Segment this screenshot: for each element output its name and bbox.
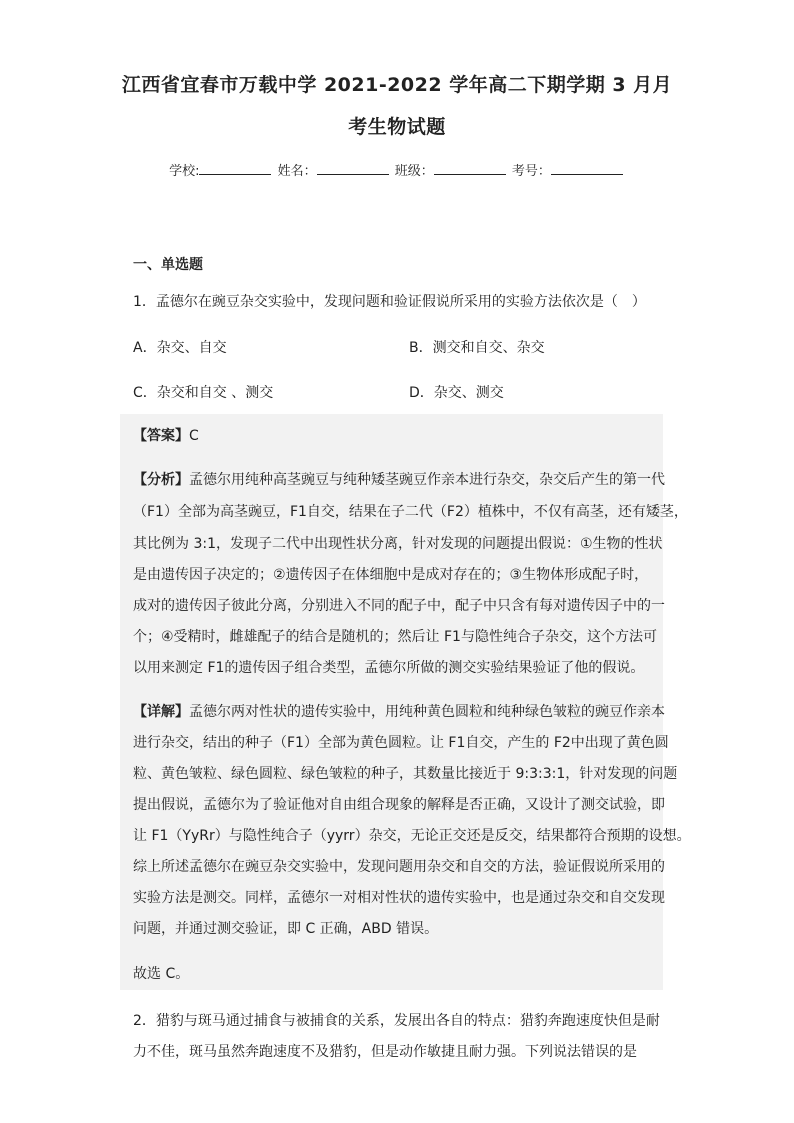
- exam-no-blank[interactable]: [551, 162, 623, 175]
- student-info-row: [0, 160, 794, 179]
- analysis-line: 是由遗传因子决定的；②遗传因子在体细胞中是成对存在的；③生物体形成配子时，: [133, 567, 649, 583]
- q1-option-c: C．杂交和自交 、测交: [133, 385, 274, 401]
- class-blank[interactable]: [434, 162, 506, 175]
- exam-no-label: 考号：: [511, 164, 551, 179]
- analysis-line: 以用来测定 F1的遗传因子组合类型，孟德尔所做的测交实验结果验证了他的假说。: [133, 660, 645, 676]
- q1-option-d: D．杂交、测交: [409, 385, 504, 401]
- exam-title-line1: 江西省宜春市万载中学 2021-2022 学年高二下期学期 3 月月: [121, 74, 673, 96]
- detail-line: 进行杂交，结出的种子（F1）全部为黄色圆粒。让 F1自交，产生的 F2中出现了黄色圆: [133, 735, 669, 751]
- detail-line: 提出假说，孟德尔为了验证他对自由组合现象的解释是否正确，又设计了测交试验，即: [133, 797, 665, 813]
- detail-line: 让 F1（YyRr）与隐性纯合子（yyrr）杂交，无论正交还是反交，结果都符合预期的设想。: [133, 828, 691, 844]
- school-blank[interactable]: [199, 162, 271, 175]
- conclusion-line: 故选 C。: [133, 966, 190, 982]
- name-label: 姓名：: [277, 164, 317, 179]
- analysis-line: 【分析】孟德尔用纯种高茎豌豆与纯种矮茎豌豆作亲本进行杂交，杂交后产生的第一代: [133, 472, 665, 488]
- q1-stem: 1．孟德尔在豌豆杂交实验中，发现问题和验证假说所采用的实验方法依次是（ ）: [133, 294, 646, 310]
- name-blank[interactable]: [317, 162, 389, 175]
- detail-tag: 【详解】: [133, 704, 189, 720]
- class-label: 班级：: [394, 164, 434, 179]
- analysis-line: （F1）全部为高茎豌豆，F1自交，结果在子二代（F2）植株中，不仅有高茎，还有矮茎，: [133, 504, 688, 520]
- detail-line: 问题，并通过测交验证，即 C 正确，ABD 错误。: [133, 921, 439, 937]
- exam-title-line2: 考生物试题: [348, 116, 446, 138]
- analysis-line: 成对的遗传因子彼此分离，分别进入不同的配子中，配子中只含有每对遗传因子中的一: [133, 598, 665, 614]
- detail-line: 【详解】孟德尔两对性状的遗传实验中，用纯种黄色圆粒和纯种绿色皱粒的豌豆作亲本: [133, 704, 665, 720]
- school-label: 学校:: [169, 164, 200, 179]
- analysis-line: 其比例为 3:1，发现子二代中出现性状分离，针对发现的问题提出假说：①生物的性状: [133, 536, 663, 552]
- detail-line: 实验方法是测交。同样，孟德尔一对相对性状的遗传实验中，也是通过杂交和自交发现: [133, 890, 665, 906]
- section-heading: 一、单选题: [133, 257, 203, 273]
- q2-stem-line: 2．猎豹与斑马通过捕食与被捕食的关系，发展出各自的特点：猎豹奔跑速度快但是耐: [133, 1013, 660, 1029]
- q2-stem-line: 力不佳，斑马虽然奔跑速度不及猎豹，但是动作敏捷且耐力强。下列说法错误的是: [133, 1044, 637, 1060]
- q1-option-a: A．杂交、自交: [133, 340, 227, 356]
- detail-line: 粒、黄色皱粒、绿色圆粒、绿色皱粒的种子，其数量比接近于 9:3:3:1，针对发现的问题: [133, 766, 678, 782]
- analysis-tag: 【分析】: [133, 472, 189, 488]
- q1-option-b: B．测交和自交、杂交: [409, 340, 545, 356]
- answer-tag: 【答案】: [133, 428, 189, 444]
- analysis-line: 个；④受精时，雌雄配子的结合是随机的；然后让 F1与隐性纯合子杂交，这个方法可: [133, 629, 657, 645]
- detail-line: 综上所述孟德尔在豌豆杂交实验中，发现问题用杂交和自交的方法，验证假说所采用的: [133, 859, 665, 875]
- q1-answer: [133, 426, 199, 446]
- answer-value: C: [189, 428, 199, 444]
